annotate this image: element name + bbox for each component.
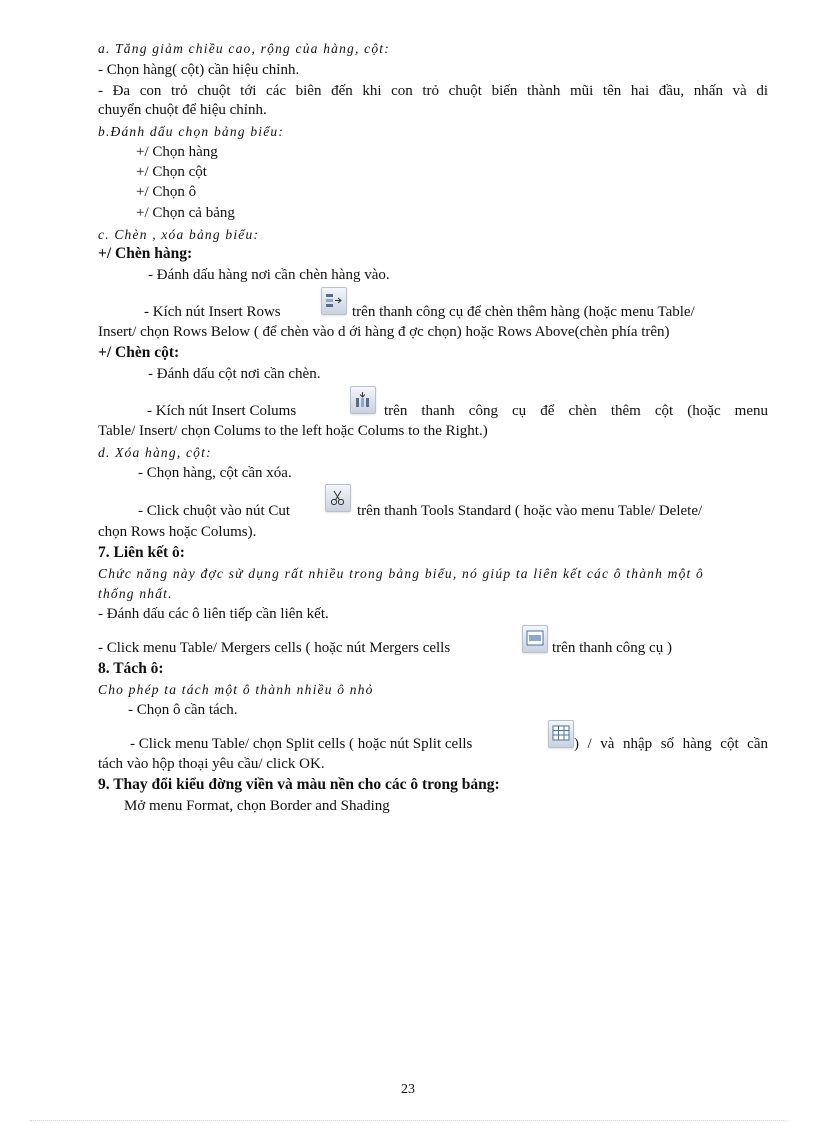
subheading-insert-column: +/ Chèn cột: <box>98 344 180 361</box>
section-heading-7: 7. Liên kết ô: <box>98 544 185 561</box>
footer-divider <box>30 1120 786 1121</box>
paragraph: chuyển chuột để hiệu chỉnh. <box>98 102 267 118</box>
paragraph: - Click menu Table/ Mergers cells ( hoặc nút Mergers cells <box>98 640 451 656</box>
section-heading-9: 9. Thay đổi kiểu đờng viền và màu nền cho các ô trong bảng: <box>98 776 500 793</box>
paragraph: trên thanh công cụ ) <box>552 640 672 656</box>
paragraph: - Click chuột vào nút Cut <box>138 503 291 519</box>
list-item: +/ Chọn ô <box>136 184 197 200</box>
paragraph: trên thanh Tools Standard ( hoặc vào menu Table/ Delete/ <box>357 503 703 519</box>
paragraph: - Click menu Table/ chọn Split cells ( hoặc nút Split cells <box>130 736 473 752</box>
list-item: +/ Chọn cả bảng <box>136 205 235 221</box>
split-cells-icon <box>548 720 574 748</box>
paragraph: - Kích nút Insert Colums <box>147 403 297 419</box>
paragraph: trên thanh công cụ để chèn thêm hàng (hoặc menu Table/ <box>352 304 695 320</box>
heading-a: a. Tăng giảm chiều cao, rộng của hàng, cột: <box>98 41 390 56</box>
section-heading-8: 8. Tách ô: <box>98 660 164 677</box>
paragraph: - Đa con trỏ chuột tới các biên đến khi con trỏ chuột biến thành mũi tên hai đầu, nhấn và di <box>98 83 768 99</box>
paragraph: - Kích nút Insert Rows <box>144 304 281 320</box>
list-item: +/ Chọn cột <box>136 164 207 180</box>
paragraph: Mở menu Format, chọn Border and Shading <box>124 798 390 814</box>
paragraph: thống nhất. <box>98 586 173 601</box>
paragraph: Chức năng này đợc sử dụng rất nhiều trong bảng biểu, nó giúp ta liên kết các ô thành một ô <box>98 566 704 581</box>
paragraph: tách vào hộp thoại yêu cầu/ click OK. <box>98 756 325 772</box>
paragraph: - Đánh dấu hàng nơi cần chèn hàng vào. <box>148 267 390 283</box>
paragraph: chọn Rows hoặc Colums). <box>98 524 257 540</box>
merge-cells-icon <box>522 625 548 653</box>
heading-b: b.Đánh dấu chọn bảng biểu: <box>98 124 285 139</box>
heading-c: c. Chèn , xóa bảng biểu: <box>98 227 260 242</box>
insert-rows-icon <box>321 287 347 315</box>
paragraph: - Chọn hàng( cột) cần hiệu chỉnh. <box>98 62 300 78</box>
list-item: +/ Chọn hàng <box>136 144 218 160</box>
paragraph: - Đánh dấu các ô liên tiếp cần liên kết. <box>98 606 329 622</box>
subheading-insert-row: +/ Chèn hàng: <box>98 245 193 262</box>
paragraph: ) / và nhập số hàng cột cần <box>574 736 768 752</box>
page-number: 23 <box>401 1082 415 1097</box>
paragraph: Table/ Insert/ chọn Colums to the left hoặc Colums to the Right.) <box>98 423 488 439</box>
heading-d: d. Xóa hàng, cột: <box>98 445 212 460</box>
paragraph: - Đánh dấu cột nơi cần chèn. <box>148 366 321 382</box>
insert-columns-icon <box>350 386 376 414</box>
cut-icon <box>325 484 351 512</box>
paragraph: - Chọn ô cần tách. <box>128 702 238 718</box>
paragraph: Cho phép ta tách một ô thành nhiều ô nhỏ <box>98 682 374 697</box>
paragraph: - Chọn hàng, cột cần xóa. <box>138 465 292 481</box>
paragraph: Insert/ chọn Rows Below ( để chèn vào d ới hàng đ ợc chọn) hoặc Rows Above(chèn phía trên) <box>98 324 670 340</box>
paragraph: trên thanh công cụ để chèn thêm cột (hoặc menu <box>384 403 768 419</box>
